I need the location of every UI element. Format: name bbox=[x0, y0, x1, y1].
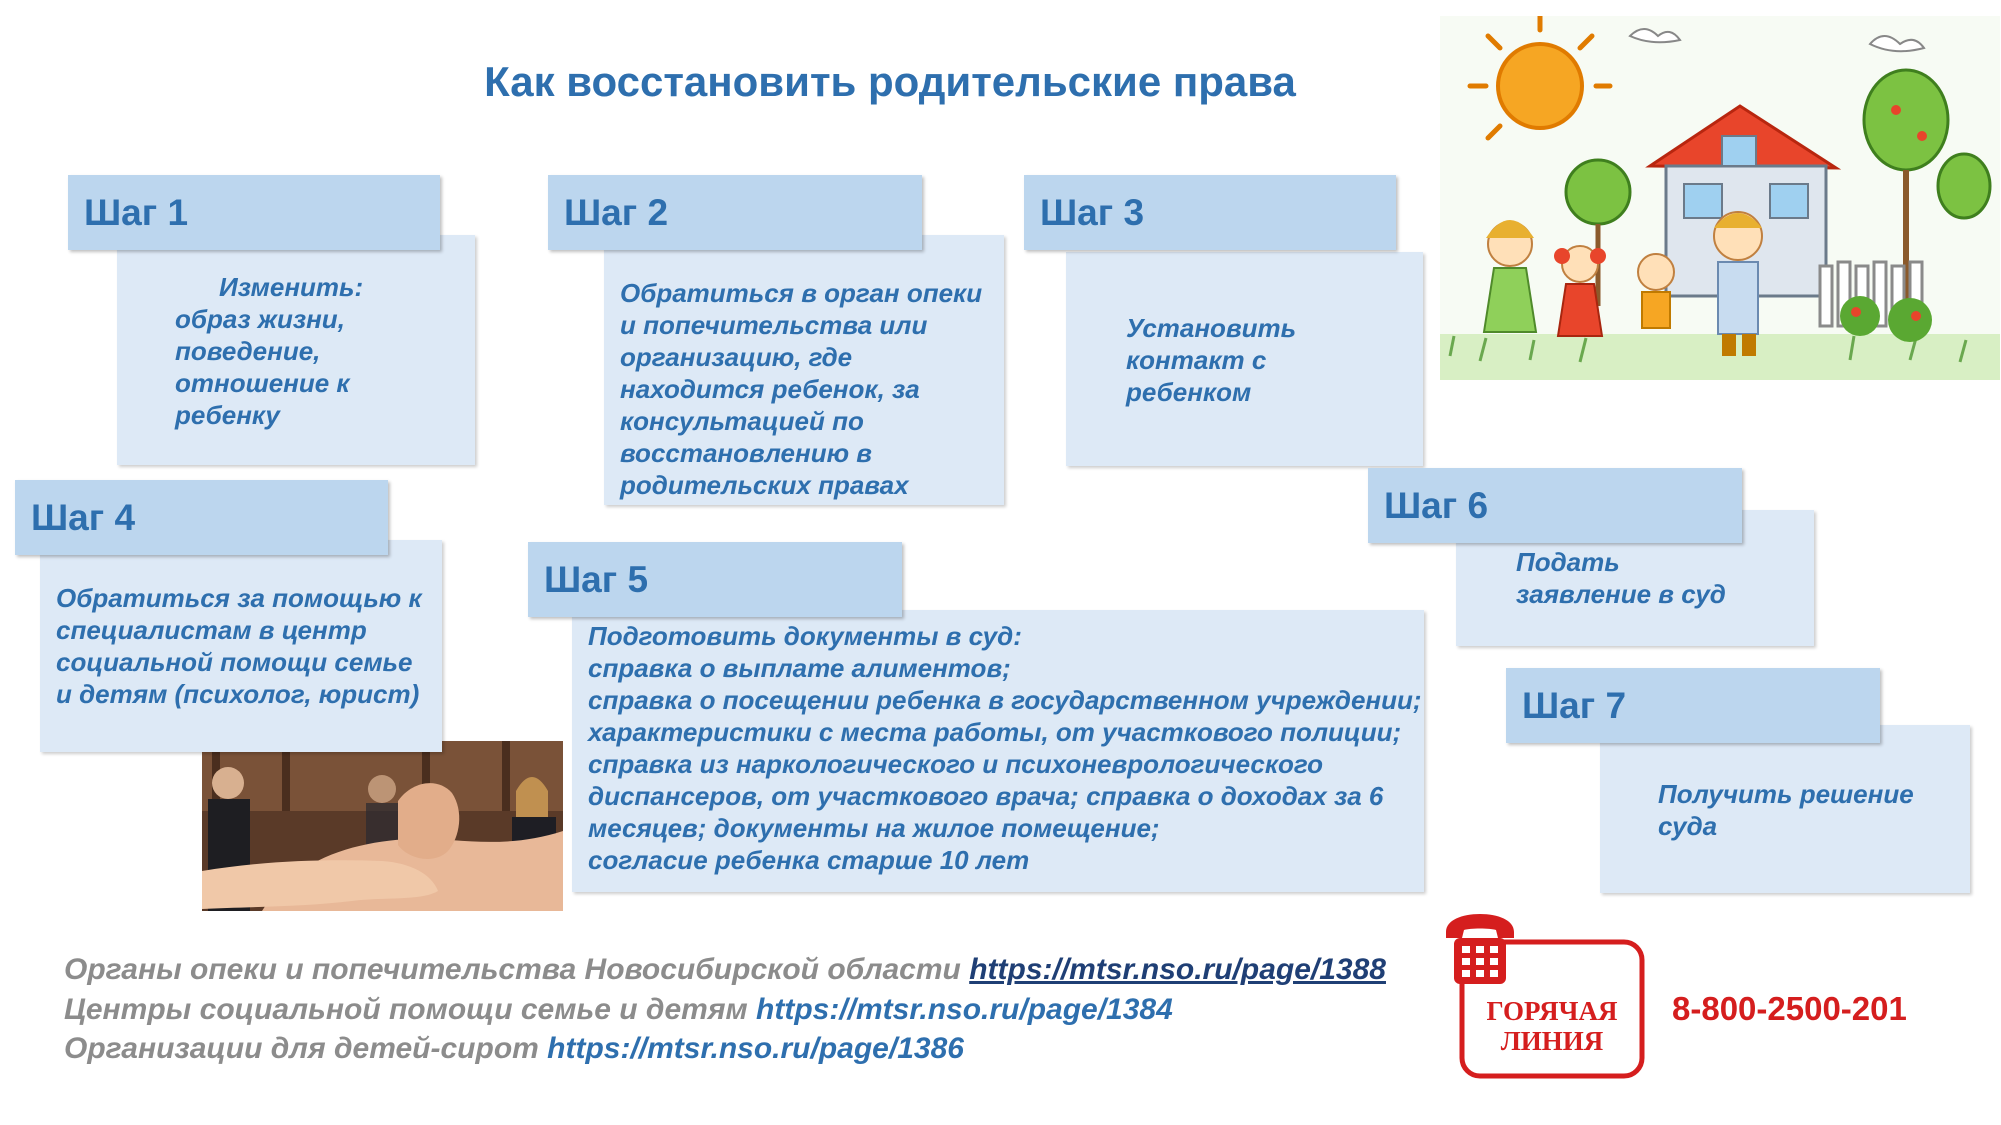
step-5-line: справка о выплате алиментов; bbox=[588, 653, 1011, 683]
step-4-line: и детям (психолог, юрист) bbox=[56, 679, 420, 709]
step-1-body bbox=[117, 235, 475, 465]
social-centers-link[interactable]: https://mtsr.nso.ru/page/1384 bbox=[756, 993, 1173, 1026]
step-7-body bbox=[1600, 725, 1970, 893]
step-2-body bbox=[604, 235, 1004, 505]
step-6-line: заявление в суд bbox=[1516, 579, 1726, 609]
step-2-line: родительских правах bbox=[620, 470, 909, 500]
guardianship-link[interactable]: https://mtsr.nso.ru/page/1388 bbox=[969, 953, 1386, 986]
step-7-header: Шаг 7 bbox=[1506, 668, 1880, 743]
step-2-line: и попечительства или bbox=[620, 310, 928, 340]
step-5-line: месяцев; документы на жилое помещение; bbox=[588, 813, 1160, 843]
step-5-line: характеристики с места работы, от участкового полиции; bbox=[588, 717, 1402, 747]
step-6-line: Подать bbox=[1516, 547, 1620, 577]
step-3-line: контакт с bbox=[1126, 345, 1267, 375]
step-6-header: Шаг 6 bbox=[1368, 468, 1742, 543]
step-5-line: диспансеров, от участкового врача; справка о доходах за 6 bbox=[588, 781, 1384, 811]
step-4-line: специалистам в центр bbox=[56, 615, 367, 645]
footer-label: Организации для детей-сирот bbox=[64, 1032, 548, 1065]
step-2-line: Обратиться в орган опеки bbox=[620, 278, 983, 308]
family-house-illustration bbox=[1440, 16, 2000, 380]
step-3-header: Шаг 3 bbox=[1024, 175, 1396, 250]
step-4-header: Шаг 4 bbox=[15, 480, 388, 555]
step-1-line: Изменить: bbox=[219, 272, 364, 302]
step-1-line: образ жизни, bbox=[175, 304, 345, 334]
step-5-line: согласие ребенка старше 10 лет bbox=[588, 845, 1030, 875]
step-7-line: суда bbox=[1658, 811, 1718, 841]
step-5-body bbox=[572, 610, 1424, 892]
step-2-line: консультацией по bbox=[620, 406, 864, 436]
court-hands-photo bbox=[202, 741, 563, 911]
hotline-line-1: ГОРЯЧАЯ bbox=[1486, 996, 1618, 1026]
hotline-badge bbox=[1440, 910, 1650, 1080]
step-5-header: Шаг 5 bbox=[528, 542, 902, 617]
footer-line-social-centers bbox=[64, 993, 1173, 1027]
step-2-line: находится ребенок, за bbox=[620, 374, 920, 404]
footer-line-orphan-orgs bbox=[64, 1032, 964, 1066]
orphan-orgs-link[interactable]: https://mtsr.nso.ru/page/1386 bbox=[547, 1032, 964, 1065]
step-1-line: отношение к bbox=[175, 368, 350, 398]
telephone-icon bbox=[1440, 910, 1520, 990]
step-1-header: Шаг 1 bbox=[68, 175, 440, 250]
page-title: Как восстановить родительские права bbox=[484, 58, 1296, 105]
footer-label: Центры социальной помощи семье и детям bbox=[64, 993, 757, 1026]
step-5-line: справка из наркологического и психоневрологического bbox=[588, 749, 1323, 779]
footer-label: Органы опеки и попечительства Новосибирской области bbox=[64, 953, 970, 986]
step-3-line: ребенком bbox=[1126, 377, 1252, 407]
footer-line-guardianship bbox=[64, 953, 1386, 987]
step-5-line: справка о посещении ребенка в государственном учреждении; bbox=[588, 685, 1422, 715]
step-2-line: организацию, где bbox=[620, 342, 853, 372]
step-5-line: Подготовить документы в суд: bbox=[588, 621, 1022, 651]
step-3-line: Установить bbox=[1126, 313, 1297, 343]
step-1-line: поведение, bbox=[175, 336, 321, 366]
step-2-header: Шаг 2 bbox=[548, 175, 922, 250]
step-2-line: восстановлению в bbox=[620, 438, 873, 468]
hotline-phone[interactable]: 8-800-2500-201 bbox=[1672, 990, 1907, 1027]
hotline-line-2: ЛИНИЯ bbox=[1500, 1026, 1604, 1056]
step-7-line: Получить решение bbox=[1658, 779, 1914, 809]
step-1-line: ребенку bbox=[175, 400, 280, 430]
step-3-body bbox=[1066, 252, 1423, 466]
step-4-line: Обратиться за помощью к bbox=[56, 583, 422, 613]
step-4-line: социальной помощи семье bbox=[56, 647, 413, 677]
step-4-body bbox=[40, 540, 442, 752]
